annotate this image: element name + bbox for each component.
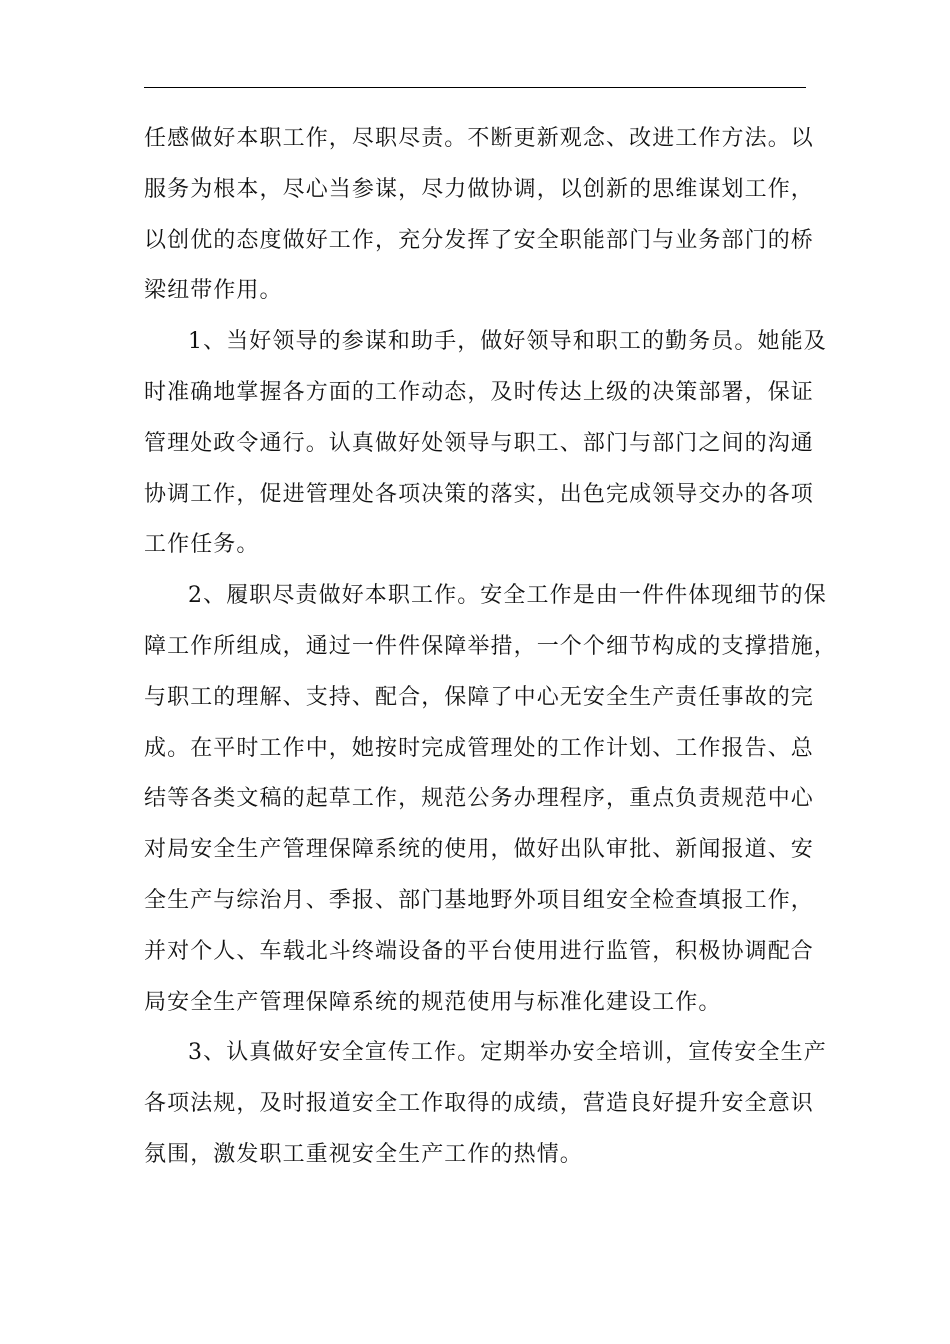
text-line: 与职工的理解、支持、配合，保障了中心无安全生产责任事故的完 <box>144 684 814 710</box>
text-line: 全生产与综治月、季报、部门基地野外项目组安全检查填报工作， <box>144 887 814 913</box>
text-line: 成。在平时工作中，她按时完成管理处的工作计划、工作报告、总 <box>144 735 814 761</box>
text-line: 局安全生产管理保障系统的规范使用与标准化建设工作。 <box>144 989 722 1015</box>
paragraph <box>144 317 827 571</box>
header-rule <box>144 87 806 88</box>
text-line: 协调工作，促进管理处各项决策的落实，出色完成领导交办的各项 <box>144 481 814 507</box>
text-line: 以创优的态度做好工作，充分发挥了安全职能部门与业务部门的桥 <box>144 227 814 253</box>
text-line: 工作任务。 <box>144 532 260 558</box>
text-line: 梁纽带作用。 <box>144 278 283 304</box>
text-line: 各项法规，及时报道安全工作取得的成绩，营造良好提升安全意识 <box>144 1091 814 1117</box>
paragraph <box>144 114 812 317</box>
text-line: 结等各类文稿的起草工作，规范公务办理程序，重点负责规范中心 <box>144 786 814 812</box>
text-line: 服务为根本，尽心当参谋，尽力做协调，以创新的思维谋划工作， <box>144 176 814 202</box>
text-line: 管理处政令通行。认真做好处领导与职工、部门与部门之间的沟通 <box>144 430 814 456</box>
text-line: 时准确地掌握各方面的工作动态，及时传达上级的决策部署，保证 <box>144 379 814 405</box>
text-line: 对局安全生产管理保障系统的使用，做好出队审批、新闻报道、安 <box>144 837 814 863</box>
document-body <box>144 114 838 1181</box>
paragraph <box>144 571 838 1028</box>
text-line: 氛围，激发职工重视安全生产工作的热情。 <box>144 1141 583 1167</box>
paragraph <box>144 1028 827 1180</box>
text-line: 任感做好本职工作，尽职尽责。不断更新观念、改进工作方法。以 <box>144 126 814 151</box>
text-line: 障工作所组成，通过一件件保障举措，一个个细节构成的支撑措施， <box>144 633 838 659</box>
text-line: 并对个人、车载北斗终端设备的平台使用进行监管，积极协调配合 <box>144 938 814 964</box>
text-line: 2、履职尽责做好本职工作。安全工作是由一件件体现细节的保 <box>188 583 827 609</box>
text-line: 3、认真做好安全宣传工作。定期举办安全培训，宣传安全生产 <box>188 1040 827 1066</box>
text-line: 1、当好领导的参谋和助手，做好领导和职工的勤务员。她能及 <box>188 329 827 355</box>
